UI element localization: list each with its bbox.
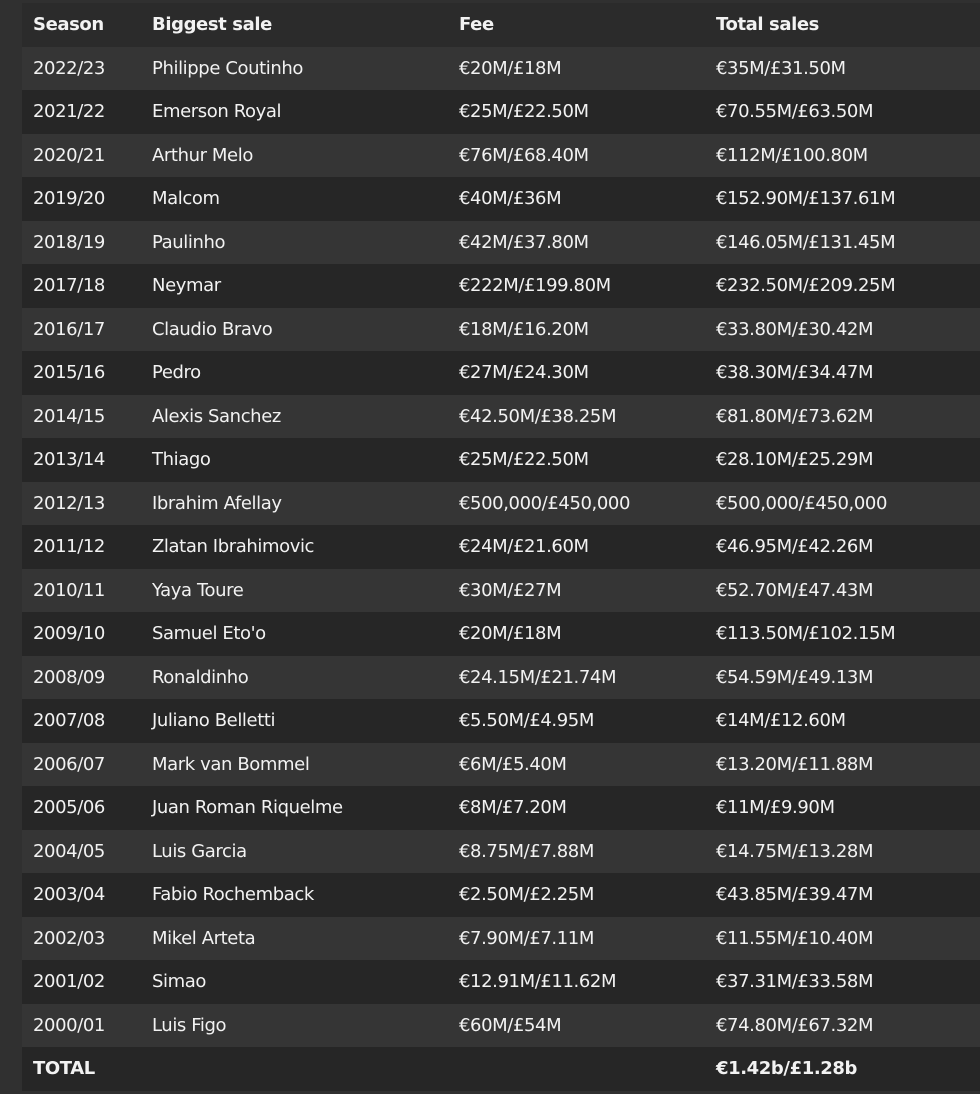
cell-total-sales: €38.30M/£34.47M [716,362,874,384]
cell-biggest-sale: Simao [152,971,207,993]
cell-biggest-sale: Malcom [152,188,220,210]
table-body [22,47,980,1048]
table-row [22,264,980,308]
cell-biggest-sale: Philippe Coutinho [152,57,303,79]
cell-biggest-sale: Juliano Belletti [152,710,276,732]
cell-biggest-sale: Samuel Eto'o [152,623,266,645]
cell-season: 2009/10 [33,623,105,645]
cell-season: 2005/06 [33,797,105,819]
cell-total-sales: €33.80M/£30.42M [716,318,874,340]
cell-season: 2015/16 [33,362,105,384]
table-row [22,743,980,787]
cell-total-sales: €70.55M/£63.50M [716,101,874,123]
cell-biggest-sale: Juan Roman Riquelme [152,797,343,819]
table-row [22,873,980,917]
table-row [22,177,980,221]
cell-season: 2016/17 [33,318,105,340]
cell-biggest-sale: Mikel Arteta [152,927,256,949]
cell-fee: €8.75M/£7.88M [459,840,594,862]
cell-fee: €12.91M/£11.62M [459,971,617,993]
cell-fee: €42M/£37.80M [459,231,589,253]
cell-biggest-sale: Luis Figo [152,1014,227,1036]
cell-season: 2002/03 [33,927,105,949]
cell-total-sales: €232.50M/£209.25M [716,275,896,297]
table-row [22,612,980,656]
cell-fee: €76M/£68.40M [459,144,589,166]
cell-season: 2017/18 [33,275,105,297]
cell-season: 2018/19 [33,231,105,253]
cell-total-sales: €500,000/£450,000 [716,492,888,514]
cell-total-sales: €81.80M/£73.62M [716,405,874,427]
cell-biggest-sale: Alexis Sanchez [152,405,281,427]
cell-total-sales: €35M/£31.50M [716,57,846,79]
cell-biggest-sale: Luis Garcia [152,840,247,862]
cell-biggest-sale: Ronaldinho [152,666,249,688]
cell-biggest-sale: Yaya Toure [152,579,244,601]
cell-season: 2021/22 [33,101,105,123]
cell-biggest-sale: Claudio Bravo [152,318,273,340]
sales-table-container [22,3,980,1091]
cell-fee: €500,000/£450,000 [459,492,631,514]
cell-season: 2004/05 [33,840,105,862]
cell-fee: €25M/£22.50M [459,449,589,471]
cell-biggest-sale: Ibrahim Afellay [152,492,282,514]
table-row [22,134,980,178]
cell-total-sales: €11.55M/£10.40M [716,927,874,949]
cell-season: 2019/20 [33,188,105,210]
header-season: Season [33,14,104,36]
table-row [22,351,980,395]
cell-biggest-sale: Fabio Rochemback [152,884,314,906]
table-row [22,308,980,352]
total-fee [448,1047,705,1091]
cell-season: 2001/02 [33,971,105,993]
cell-season: 2003/04 [33,884,105,906]
cell-season: 2008/09 [33,666,105,688]
cell-total-sales: €112M/£100.80M [716,144,868,166]
cell-biggest-sale: Paulinho [152,231,226,253]
header-row [22,3,980,47]
cell-season: 2010/11 [33,579,105,601]
table-row [22,917,980,961]
cell-biggest-sale: Neymar [152,275,221,297]
cell-total-sales: €43.85M/£39.47M [716,884,874,906]
total-row [22,1047,980,1091]
cell-season: 2020/21 [33,144,105,166]
cell-fee: €7.90M/£7.11M [459,927,594,949]
cell-total-sales: €46.95M/£42.26M [716,536,874,558]
cell-season: 2013/14 [33,449,105,471]
table-row [22,699,980,743]
table-row [22,569,980,613]
cell-season: 2007/08 [33,710,105,732]
cell-total-sales: €13.20M/£11.88M [716,753,874,775]
table-footer [22,1047,980,1091]
cell-fee: €222M/£199.80M [459,275,611,297]
cell-biggest-sale: Mark van Bommel [152,753,310,775]
cell-fee: €40M/£36M [459,188,562,210]
header-biggest-sale: Biggest sale [152,14,272,36]
cell-biggest-sale: Arthur Melo [152,144,253,166]
sales-table [22,3,980,1091]
table-row [22,395,980,439]
cell-fee: €30M/£27M [459,579,562,601]
cell-total-sales: €152.90M/£137.61M [716,188,896,210]
cell-season: 2012/13 [33,492,105,514]
header-total-sales: Total sales [716,14,819,36]
cell-fee: €27M/£24.30M [459,362,589,384]
cell-total-sales: €52.70M/£47.43M [716,579,874,601]
cell-total-sales: €28.10M/£25.29M [716,449,874,471]
cell-fee: €5.50M/£4.95M [459,710,594,732]
cell-fee: €60M/£54M [459,1014,562,1036]
table-row [22,47,980,91]
cell-total-sales: €113.50M/£102.15M [716,623,896,645]
total-biggest-sale [141,1047,448,1091]
table-row [22,221,980,265]
table-header [22,3,980,47]
header-fee: Fee [459,14,494,36]
cell-fee: €25M/£22.50M [459,101,589,123]
table-row [22,438,980,482]
cell-total-sales: €11M/£9.90M [716,797,835,819]
table-row [22,830,980,874]
table-row [22,656,980,700]
cell-fee: €24M/£21.60M [459,536,589,558]
cell-season: 2006/07 [33,753,105,775]
cell-fee: €18M/£16.20M [459,318,589,340]
cell-total-sales: €54.59M/£49.13M [716,666,874,688]
total-sales-value: €1.42b/£1.28b [716,1058,858,1080]
table-row [22,90,980,134]
table-row [22,482,980,526]
cell-season: 2000/01 [33,1014,105,1036]
cell-fee: €8M/£7.20M [459,797,567,819]
cell-total-sales: €37.31M/£33.58M [716,971,874,993]
cell-fee: €6M/£5.40M [459,753,567,775]
cell-season: 2022/23 [33,57,105,79]
cell-biggest-sale: Zlatan Ibrahimovic [152,536,315,558]
table-row [22,1004,980,1048]
table-row [22,525,980,569]
table-row [22,786,980,830]
cell-fee: €2.50M/£2.25M [459,884,594,906]
cell-biggest-sale: Emerson Royal [152,101,282,123]
cell-biggest-sale: Pedro [152,362,201,384]
total-label: TOTAL [33,1058,95,1080]
cell-total-sales: €14.75M/£13.28M [716,840,874,862]
cell-total-sales: €146.05M/£131.45M [716,231,896,253]
cell-fee: €42.50M/£38.25M [459,405,617,427]
cell-total-sales: €74.80M/£67.32M [716,1014,874,1036]
cell-total-sales: €14M/£12.60M [716,710,846,732]
cell-season: 2014/15 [33,405,105,427]
cell-fee: €24.15M/£21.74M [459,666,617,688]
cell-biggest-sale: Thiago [152,449,211,471]
cell-fee: €20M/£18M [459,623,562,645]
table-row [22,960,980,1004]
cell-season: 2011/12 [33,536,105,558]
cell-fee: €20M/£18M [459,57,562,79]
